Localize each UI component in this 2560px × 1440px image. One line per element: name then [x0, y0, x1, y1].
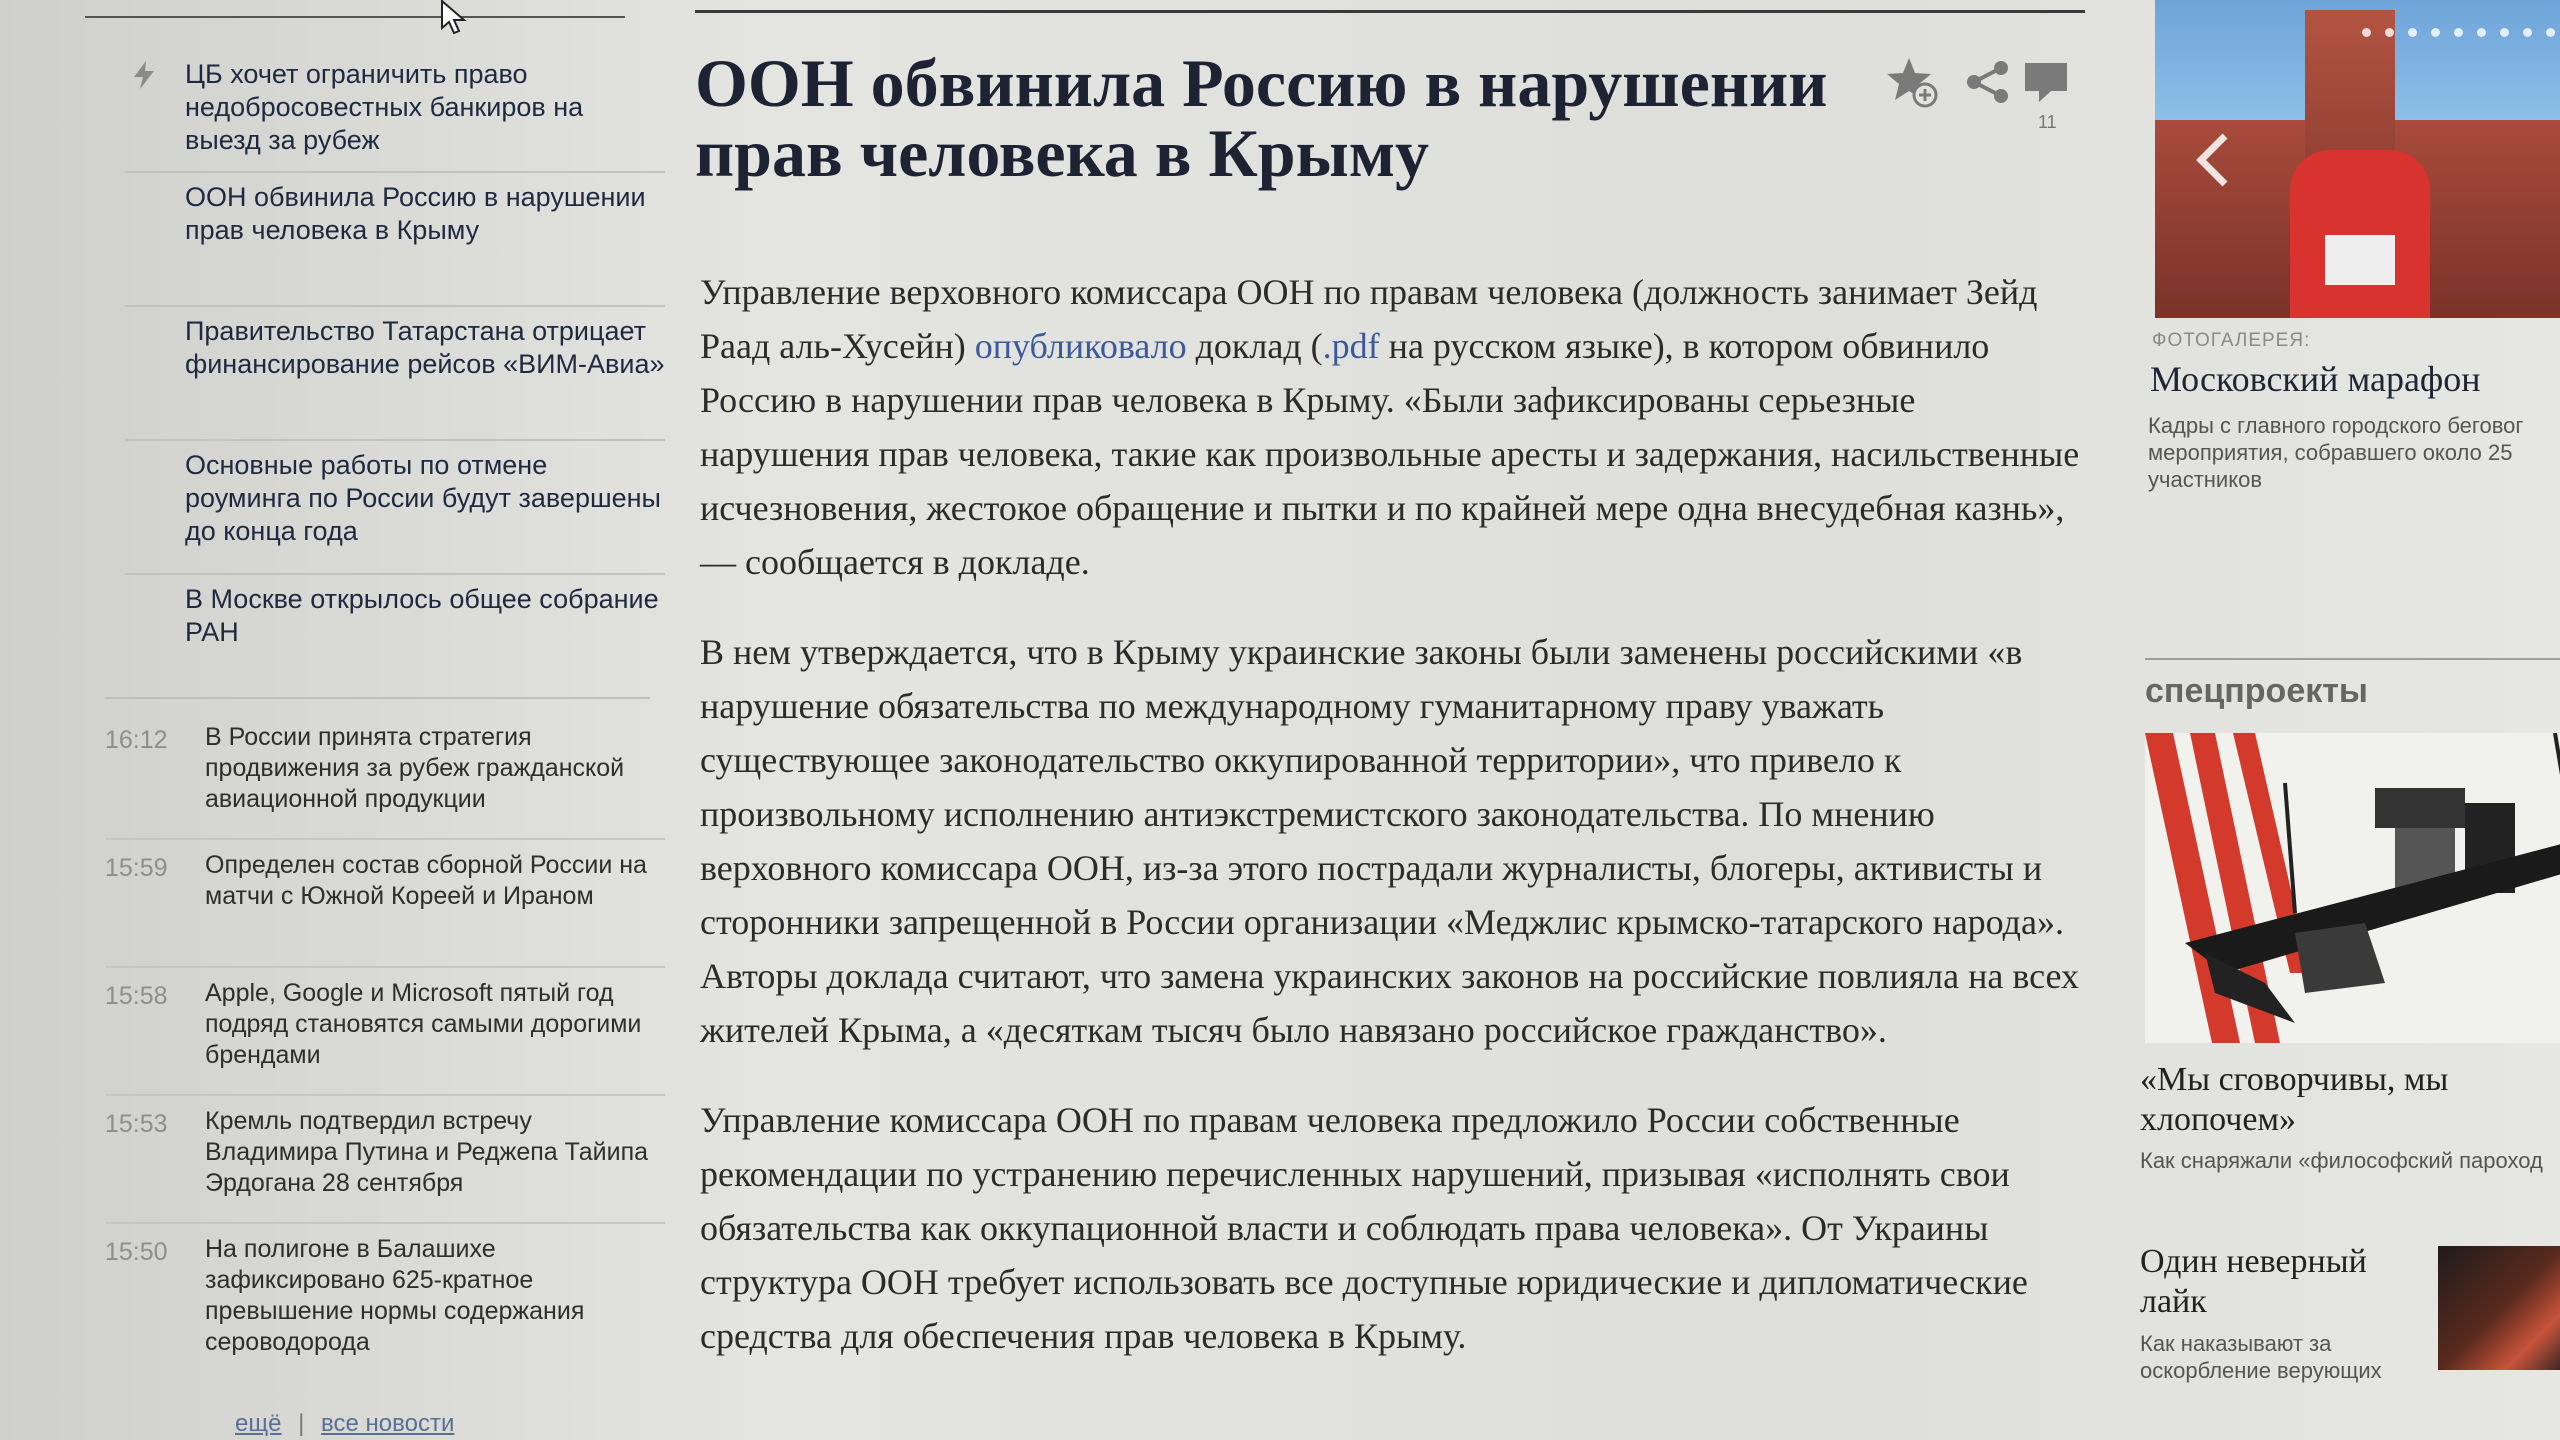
comment-icon: [2021, 59, 2071, 105]
right-column: [2140, 0, 2560, 1440]
more-news-link[interactable]: ещё: [235, 1410, 282, 1437]
add-favorite-button[interactable]: [1885, 55, 1939, 109]
photo-runner: [2290, 150, 2430, 318]
news-title: В России принята стратегия продвижения за рубеж гражданской авиационной продукции: [205, 723, 625, 813]
article-tools: [1885, 55, 2085, 135]
news-feed-list: [105, 712, 665, 1370]
news-title: Apple, Google и Microsoft пятый год подряд становятся самыми дорогими брендами: [205, 979, 642, 1069]
special-project-thumbnail[interactable]: [2438, 1246, 2560, 1370]
news-feed-item[interactable]: [105, 1224, 665, 1370]
news-time: 15:50: [105, 1238, 168, 1266]
comments-button[interactable]: [2021, 59, 2071, 105]
chevron-left-icon[interactable]: [2193, 130, 2233, 190]
share-icon: [1965, 59, 2011, 105]
comment-count: 11: [2038, 112, 2057, 132]
star-plus-icon: [1885, 55, 1939, 109]
news-title: Определен состав сборной России на матчи с Южной Кореей и Ираном: [205, 851, 647, 910]
news-feed-item[interactable]: [105, 712, 665, 840]
special-project-title[interactable]: «Мы сговорчивы, мы хлопочем»: [2140, 1061, 2449, 1138]
featured-news-item[interactable]: [125, 441, 665, 575]
featured-news-item[interactable]: [125, 575, 665, 675]
gallery-photo[interactable]: [2155, 0, 2560, 318]
news-title: Кремль подтвердил встречу Владимира Путина и Реджепа Тайипа Эрдогана 28 сентября: [205, 1107, 649, 1197]
feed-links: [235, 1410, 464, 1438]
article-paragraph: Управление комиссара ООН по правам человека предложило России собственные рекомендации по устранению перечисленных нарушений, призывая «исполнять свои обязательства как оккупационной власти и соблюдать права человека». От Украины структура ООН требует использовать все доступные юридические и дипломатические средства для обеспечения прав человека в Крыму.: [700, 1100, 2028, 1356]
news-feed-item[interactable]: [105, 840, 665, 968]
featured-news-title: Основные работы по отмене роуминга по России будут завершены до конца года: [185, 450, 661, 546]
special-project-title[interactable]: Один неверный лайк: [2140, 1243, 2367, 1320]
featured-news-list: [125, 50, 665, 675]
news-feed-item[interactable]: [105, 1096, 665, 1224]
special-project-subtitle: Как снаряжали «философский пароход: [2140, 1148, 2543, 1173]
photo-bib: [2325, 235, 2395, 285]
pdf-link[interactable]: .pdf: [1322, 326, 1380, 366]
news-time: 15:53: [105, 1110, 168, 1138]
sidebar-divider: [105, 697, 650, 699]
share-button[interactable]: [1965, 59, 2011, 105]
right-divider: [2145, 658, 2560, 660]
news-time: 15:58: [105, 982, 168, 1010]
featured-news-title: ЦБ хочет ограничить право недобросовестных банкиров на выезд за рубеж: [185, 59, 584, 155]
article-paragraph: В нем утверждается, что в Крыму украинские законы были заменены российскими «в нарушение обязательства по международному гуманитарному праву уважать существующее законодательство оккупированной территории», что привело к произвольному исполнению антиэкстремистского законодательства. По мнению верховного комиссара ООН, из-за этого пострадали журналисты, блогеры, активисты и сторонники запрещенной в России организации «Меджлис крымско-татарского народа». Авторы доклада считают, что замена украинских законов на российские повлияла на всех жителей Крыма, а «десяткам тысяч было навязано российское гражданство».: [700, 632, 2080, 1050]
gallery-description: Кадры с главного городского беговог мероприятия, собравшего около 25 участников: [2148, 413, 2524, 492]
featured-news-item[interactable]: [125, 173, 665, 307]
news-title: На полигоне в Балашихе зафиксировано 625-кратное превышение нормы содержания сероводорода: [205, 1235, 585, 1356]
featured-news-item[interactable]: [125, 50, 665, 173]
news-time: 15:59: [105, 854, 168, 882]
mouse-cursor-icon: [440, 0, 470, 36]
text-fragment: на русском языке), в котором обвинило Россию в нарушении прав человека в Крыму. «Были зафиксированы серьезные нарушения прав человека, такие как произвольные аресты и задержания, насильственные исчезновения, жестокое обращение и пытки и по крайней мере одна внесудебная казнь»,— сообщается в докладе.: [700, 326, 2080, 582]
sidebar-top-divider: [85, 16, 625, 18]
gallery-title[interactable]: Московский марафон: [2150, 359, 2481, 399]
news-feed-item[interactable]: [105, 968, 665, 1096]
published-link[interactable]: опубликовало: [974, 326, 1187, 366]
featured-news-item[interactable]: [125, 307, 665, 441]
special-project-subtitle: Как наказывают за оскорбление верующих: [2140, 1331, 2382, 1383]
special-projects-heading: спецпроекты: [2145, 672, 2368, 710]
gallery-dots[interactable]: [2362, 28, 2555, 37]
gallery-kicker: ФОТОГАЛЕРЕЯ:: [2152, 330, 2311, 351]
article: [695, 0, 2095, 1440]
news-sidebar: [85, 0, 665, 1440]
article-title: ООН обвинила Россию в нарушении прав человека в Крыму: [695, 45, 1828, 191]
special-project-image[interactable]: [2145, 733, 2560, 1043]
all-news-link[interactable]: все новости: [321, 1410, 455, 1437]
featured-news-title: Правительство Татарстана отрицает финансирование рейсов «ВИМ-Авиа»: [185, 316, 665, 379]
constructivist-art-icon: [2145, 733, 2560, 1043]
text-fragment: Управление верховного комиссара ООН по правам человека (должность занимает Зейд Раад аль-Хусейн): [700, 272, 2038, 366]
article-top-divider: [695, 10, 2085, 13]
links-separator: |: [298, 1410, 305, 1437]
featured-news-title: ООН обвинила Россию в нарушении прав человека в Крыму: [185, 182, 646, 245]
lightning-icon: [131, 60, 157, 90]
article-paragraph: [700, 265, 2085, 589]
article-body: [700, 265, 2085, 1399]
featured-news-title: В Москве открылось общее собрание РАН: [185, 584, 659, 647]
text-fragment: доклад (: [1186, 326, 1323, 366]
news-time: 16:12: [105, 726, 168, 754]
